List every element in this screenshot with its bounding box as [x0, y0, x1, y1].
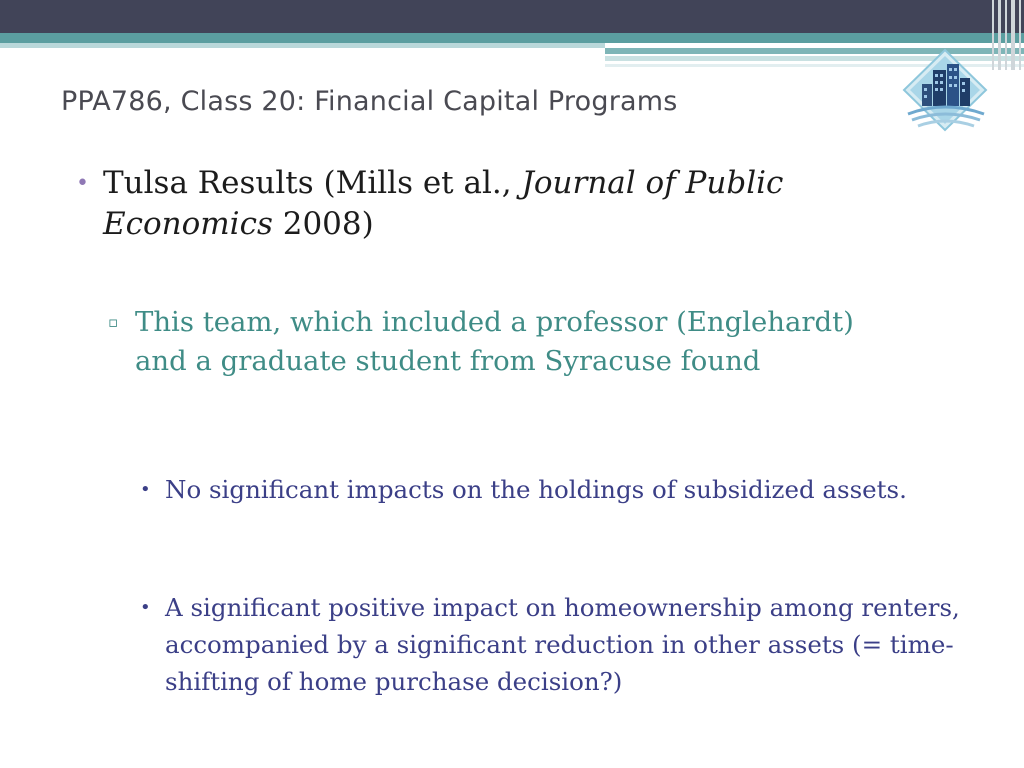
- bullet-level2-text: This team, which included a professor (Englehardt) and a graduate student from Syracuse found: [135, 306, 854, 377]
- slide-title: PPA786, Class 20: Financial Capital Programs: [61, 86, 678, 117]
- bullet-level3-1: [140, 471, 970, 508]
- bullet-level1-text: Tulsa Results (Mills et al., Journal of Public Economics 2008): [103, 165, 784, 242]
- bullet-level1: [76, 163, 906, 245]
- bullet-dot-icon: •: [140, 479, 151, 500]
- vertical-lines: [990, 0, 1024, 70]
- bullet-dot-icon: •: [140, 597, 151, 618]
- city-buildings-icon: [900, 48, 990, 136]
- light-stripe: [0, 43, 605, 48]
- top-bar: [0, 0, 1024, 33]
- bullet-dot-icon: •: [76, 171, 89, 196]
- bullet-level3-2: [140, 589, 970, 700]
- bullet-square-icon: ▫: [108, 313, 119, 331]
- journal-name: Journal of Public Economics: [103, 165, 784, 242]
- teal-stripe: [0, 33, 1024, 43]
- bullet-level3-text: No significant impacts on the holdings of subsidized assets.: [165, 475, 907, 504]
- bullet-level3-text: A significant positive impact on homeownership among renters, accompanied by a significant reduction in other assets (= time-shifting of home purchase decision?): [165, 593, 960, 696]
- bullet-level2: [108, 303, 868, 381]
